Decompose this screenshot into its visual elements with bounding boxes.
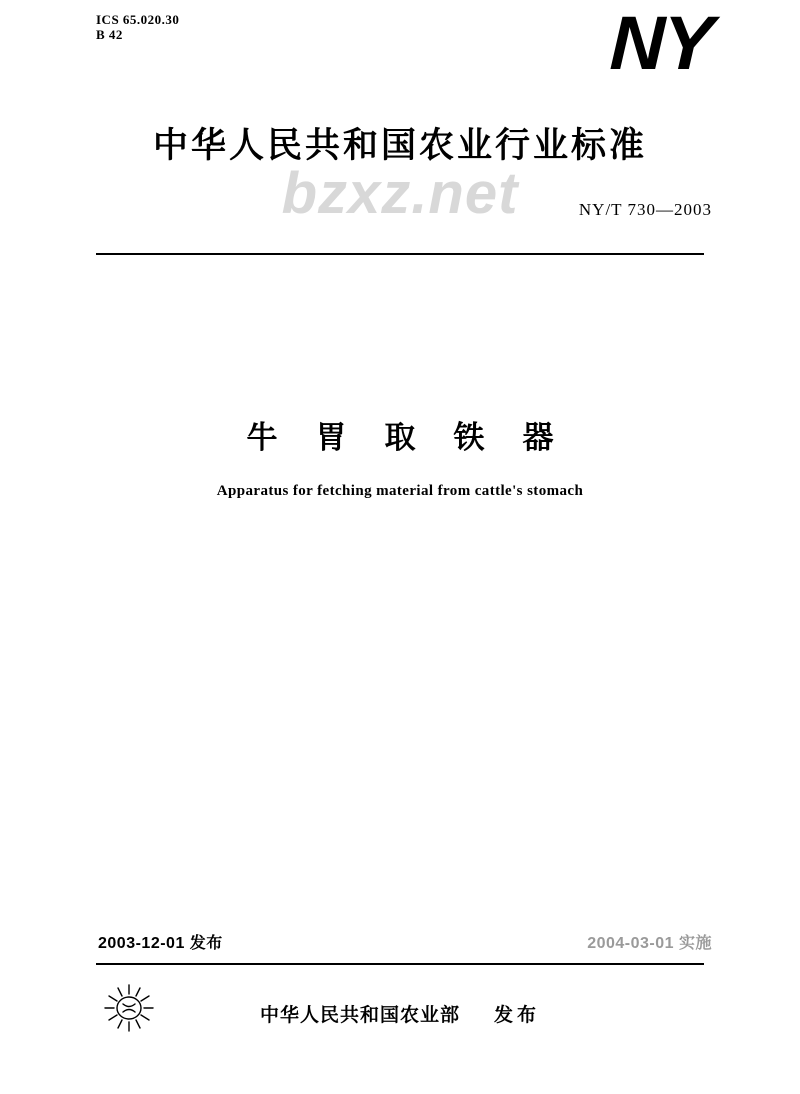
classification-code: B 42 [96,27,123,42]
divider-bottom [96,963,704,965]
publisher-line [0,1000,800,1027]
ics-code-block [96,12,179,42]
publisher-name: 中华人民共和国农业部 [259,1005,460,1026]
divider-top [96,253,704,255]
standard-number: NY/T 730—2003 [578,200,712,219]
publisher-verb: 发布 [494,1005,541,1026]
document-title-english: Apparatus for fetching material from cattle's stomach [216,483,584,499]
watermark-text: bzxz.net [281,161,519,226]
ics-code: ICS 65.020.30 [96,12,180,27]
document-title-chinese: 牛胃取铁器 [246,420,592,455]
effective-date: 2004-03-01 实施 [587,935,712,952]
ny-logo: NY [608,1,714,86]
issue-date: 2003-12-01 发布 [98,935,223,952]
standard-series-title: 中华人民共和国农业行业标准 [152,126,647,165]
